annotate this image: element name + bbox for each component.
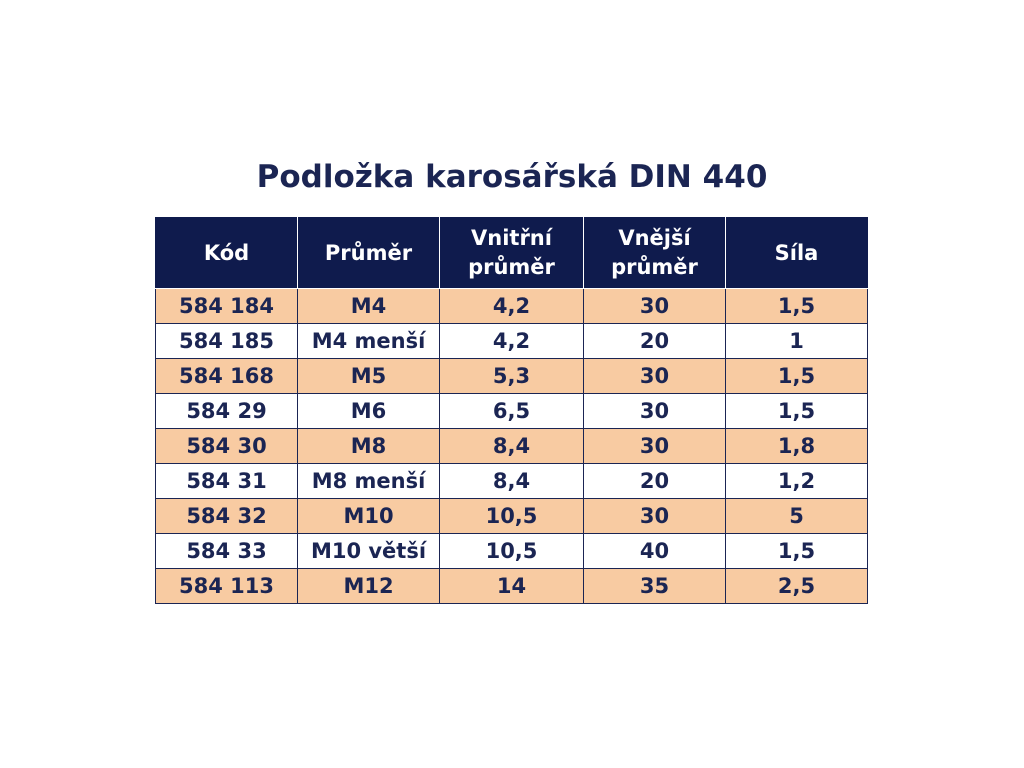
cell-outer-diameter: 30	[584, 359, 726, 394]
cell-diameter: M5	[298, 359, 440, 394]
cell-diameter: M12	[298, 569, 440, 604]
page-title: Podložka karosářská DIN 440	[256, 159, 768, 195]
cell-diameter: M8 menší	[298, 464, 440, 499]
cell-thickness: 1,5	[726, 394, 868, 429]
cell-diameter: M10 větší	[298, 534, 440, 569]
cell-inner-diameter: 4,2	[440, 324, 584, 359]
header-outer-diameter: Vnější průměr	[584, 218, 726, 289]
spec-table	[155, 217, 868, 604]
cell-diameter: M4 menší	[298, 324, 440, 359]
table-row	[156, 569, 868, 604]
table-row	[156, 534, 868, 569]
table-row	[156, 359, 868, 394]
cell-outer-diameter: 20	[584, 464, 726, 499]
cell-code: 584 32	[156, 499, 298, 534]
cell-thickness: 1	[726, 324, 868, 359]
cell-code: 584 113	[156, 569, 298, 604]
table-header-row	[156, 218, 868, 289]
cell-inner-diameter: 5,3	[440, 359, 584, 394]
cell-code: 584 168	[156, 359, 298, 394]
cell-inner-diameter: 10,5	[440, 534, 584, 569]
cell-inner-diameter: 10,5	[440, 499, 584, 534]
table-row	[156, 394, 868, 429]
cell-code: 584 29	[156, 394, 298, 429]
cell-thickness: 1,2	[726, 464, 868, 499]
cell-outer-diameter: 40	[584, 534, 726, 569]
table-row	[156, 429, 868, 464]
cell-inner-diameter: 6,5	[440, 394, 584, 429]
cell-code: 584 185	[156, 324, 298, 359]
cell-thickness: 5	[726, 499, 868, 534]
cell-diameter: M6	[298, 394, 440, 429]
header-inner-diameter: Vnitřní průměr	[440, 218, 584, 289]
cell-outer-diameter: 30	[584, 429, 726, 464]
cell-thickness: 1,5	[726, 359, 868, 394]
cell-code: 584 31	[156, 464, 298, 499]
cell-thickness: 1,5	[726, 289, 868, 324]
header-thickness: Síla	[726, 218, 868, 289]
header-code: Kód	[156, 218, 298, 289]
table-row	[156, 499, 868, 534]
cell-thickness: 2,5	[726, 569, 868, 604]
table-row	[156, 324, 868, 359]
cell-code: 584 184	[156, 289, 298, 324]
cell-inner-diameter: 8,4	[440, 429, 584, 464]
cell-diameter: M8	[298, 429, 440, 464]
cell-thickness: 1,5	[726, 534, 868, 569]
cell-outer-diameter: 35	[584, 569, 726, 604]
table-row	[156, 464, 868, 499]
cell-code: 584 33	[156, 534, 298, 569]
table-row	[156, 289, 868, 324]
cell-outer-diameter: 20	[584, 324, 726, 359]
cell-diameter: M4	[298, 289, 440, 324]
cell-outer-diameter: 30	[584, 499, 726, 534]
cell-thickness: 1,8	[726, 429, 868, 464]
cell-diameter: M10	[298, 499, 440, 534]
header-diameter: Průměr	[298, 218, 440, 289]
cell-inner-diameter: 14	[440, 569, 584, 604]
cell-inner-diameter: 8,4	[440, 464, 584, 499]
cell-outer-diameter: 30	[584, 394, 726, 429]
cell-code: 584 30	[156, 429, 298, 464]
cell-outer-diameter: 30	[584, 289, 726, 324]
cell-inner-diameter: 4,2	[440, 289, 584, 324]
